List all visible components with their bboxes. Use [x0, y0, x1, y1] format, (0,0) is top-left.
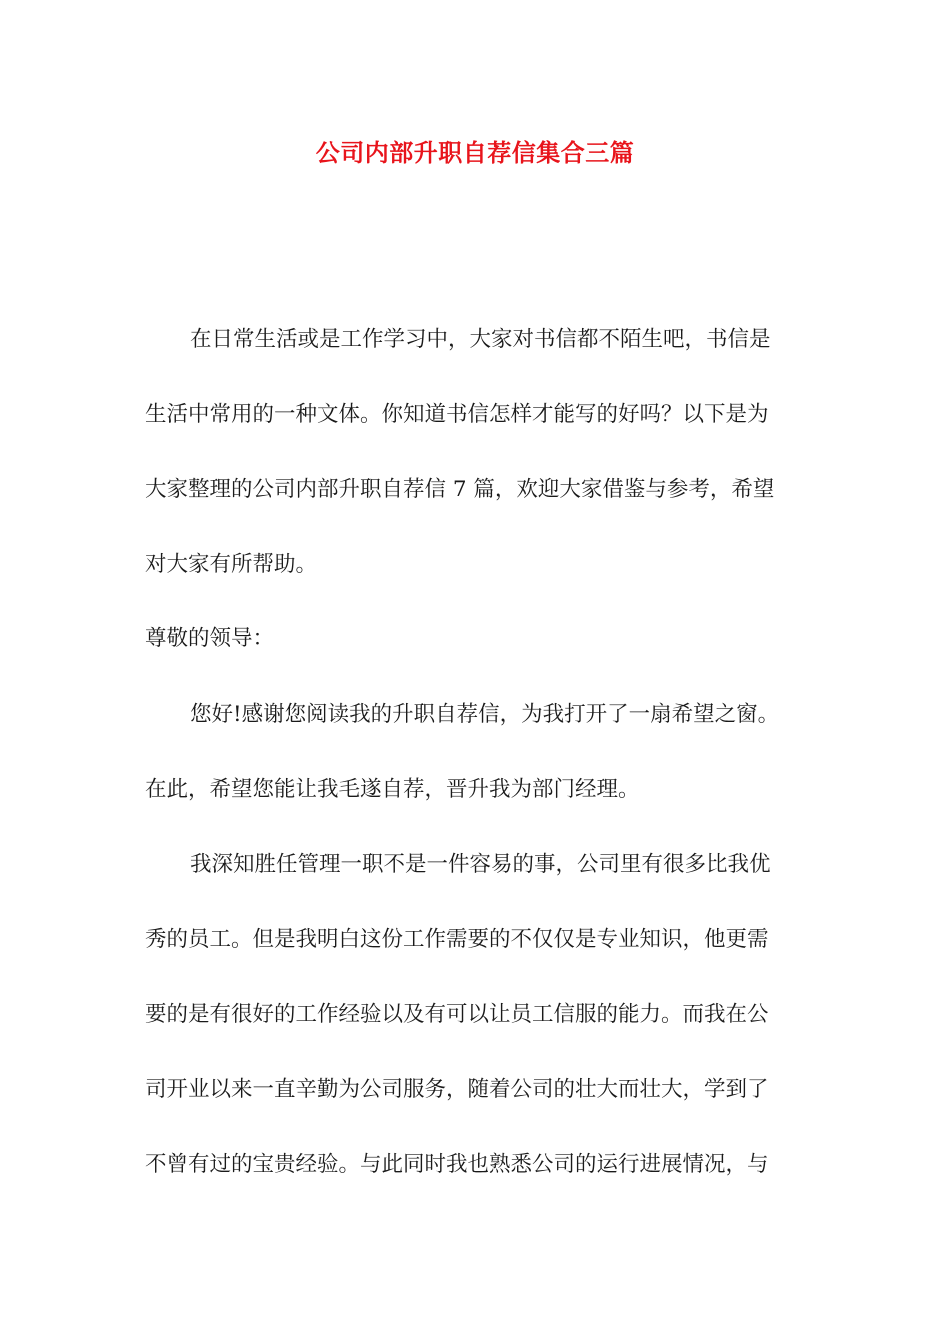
paragraph-line: 秀的员工。但是我明白这份工作需要的不仅仅是专业知识，他更需 [145, 927, 769, 952]
document-title: 公司内部升职自荐信集合三篇 [315, 139, 635, 167]
salutation: 尊敬的领导： [145, 626, 275, 651]
paragraph-line: 生活中常用的一种文体。你知道书信怎样才能写的好吗？以下是为 [145, 402, 769, 427]
paragraph-line: 对大家有所帮助。 [145, 552, 318, 577]
paragraph-line: 您好!感谢您阅读我的升职自荐信，为我打开了一扇希望之窗。 [190, 702, 780, 727]
paragraph-line: 要的是有很好的工作经验以及有可以让员工信服的能力。而我在公 [145, 1002, 769, 1027]
paragraph-line: 在日常生活或是工作学习中，大家对书信都不陌生吧，书信是 [190, 327, 771, 352]
paragraph-line: 我深知胜任管理一职不是一件容易的事，公司里有很多比我优 [190, 852, 771, 877]
paragraph-line: 大家整理的公司内部升职自荐信 7 篇，欢迎大家借鉴与参考，希望 [145, 477, 775, 502]
paragraph-line: 在此，希望您能让我毛遂自荐，晋升我为部门经理。 [145, 777, 640, 802]
paragraph-line: 司开业以来一直辛勤为公司服务，随着公司的壮大而壮大，学到了 [145, 1077, 769, 1102]
paragraph-line: 不曾有过的宝贵经验。与此同时我也熟悉公司的运行进展情况，与 [145, 1152, 769, 1177]
